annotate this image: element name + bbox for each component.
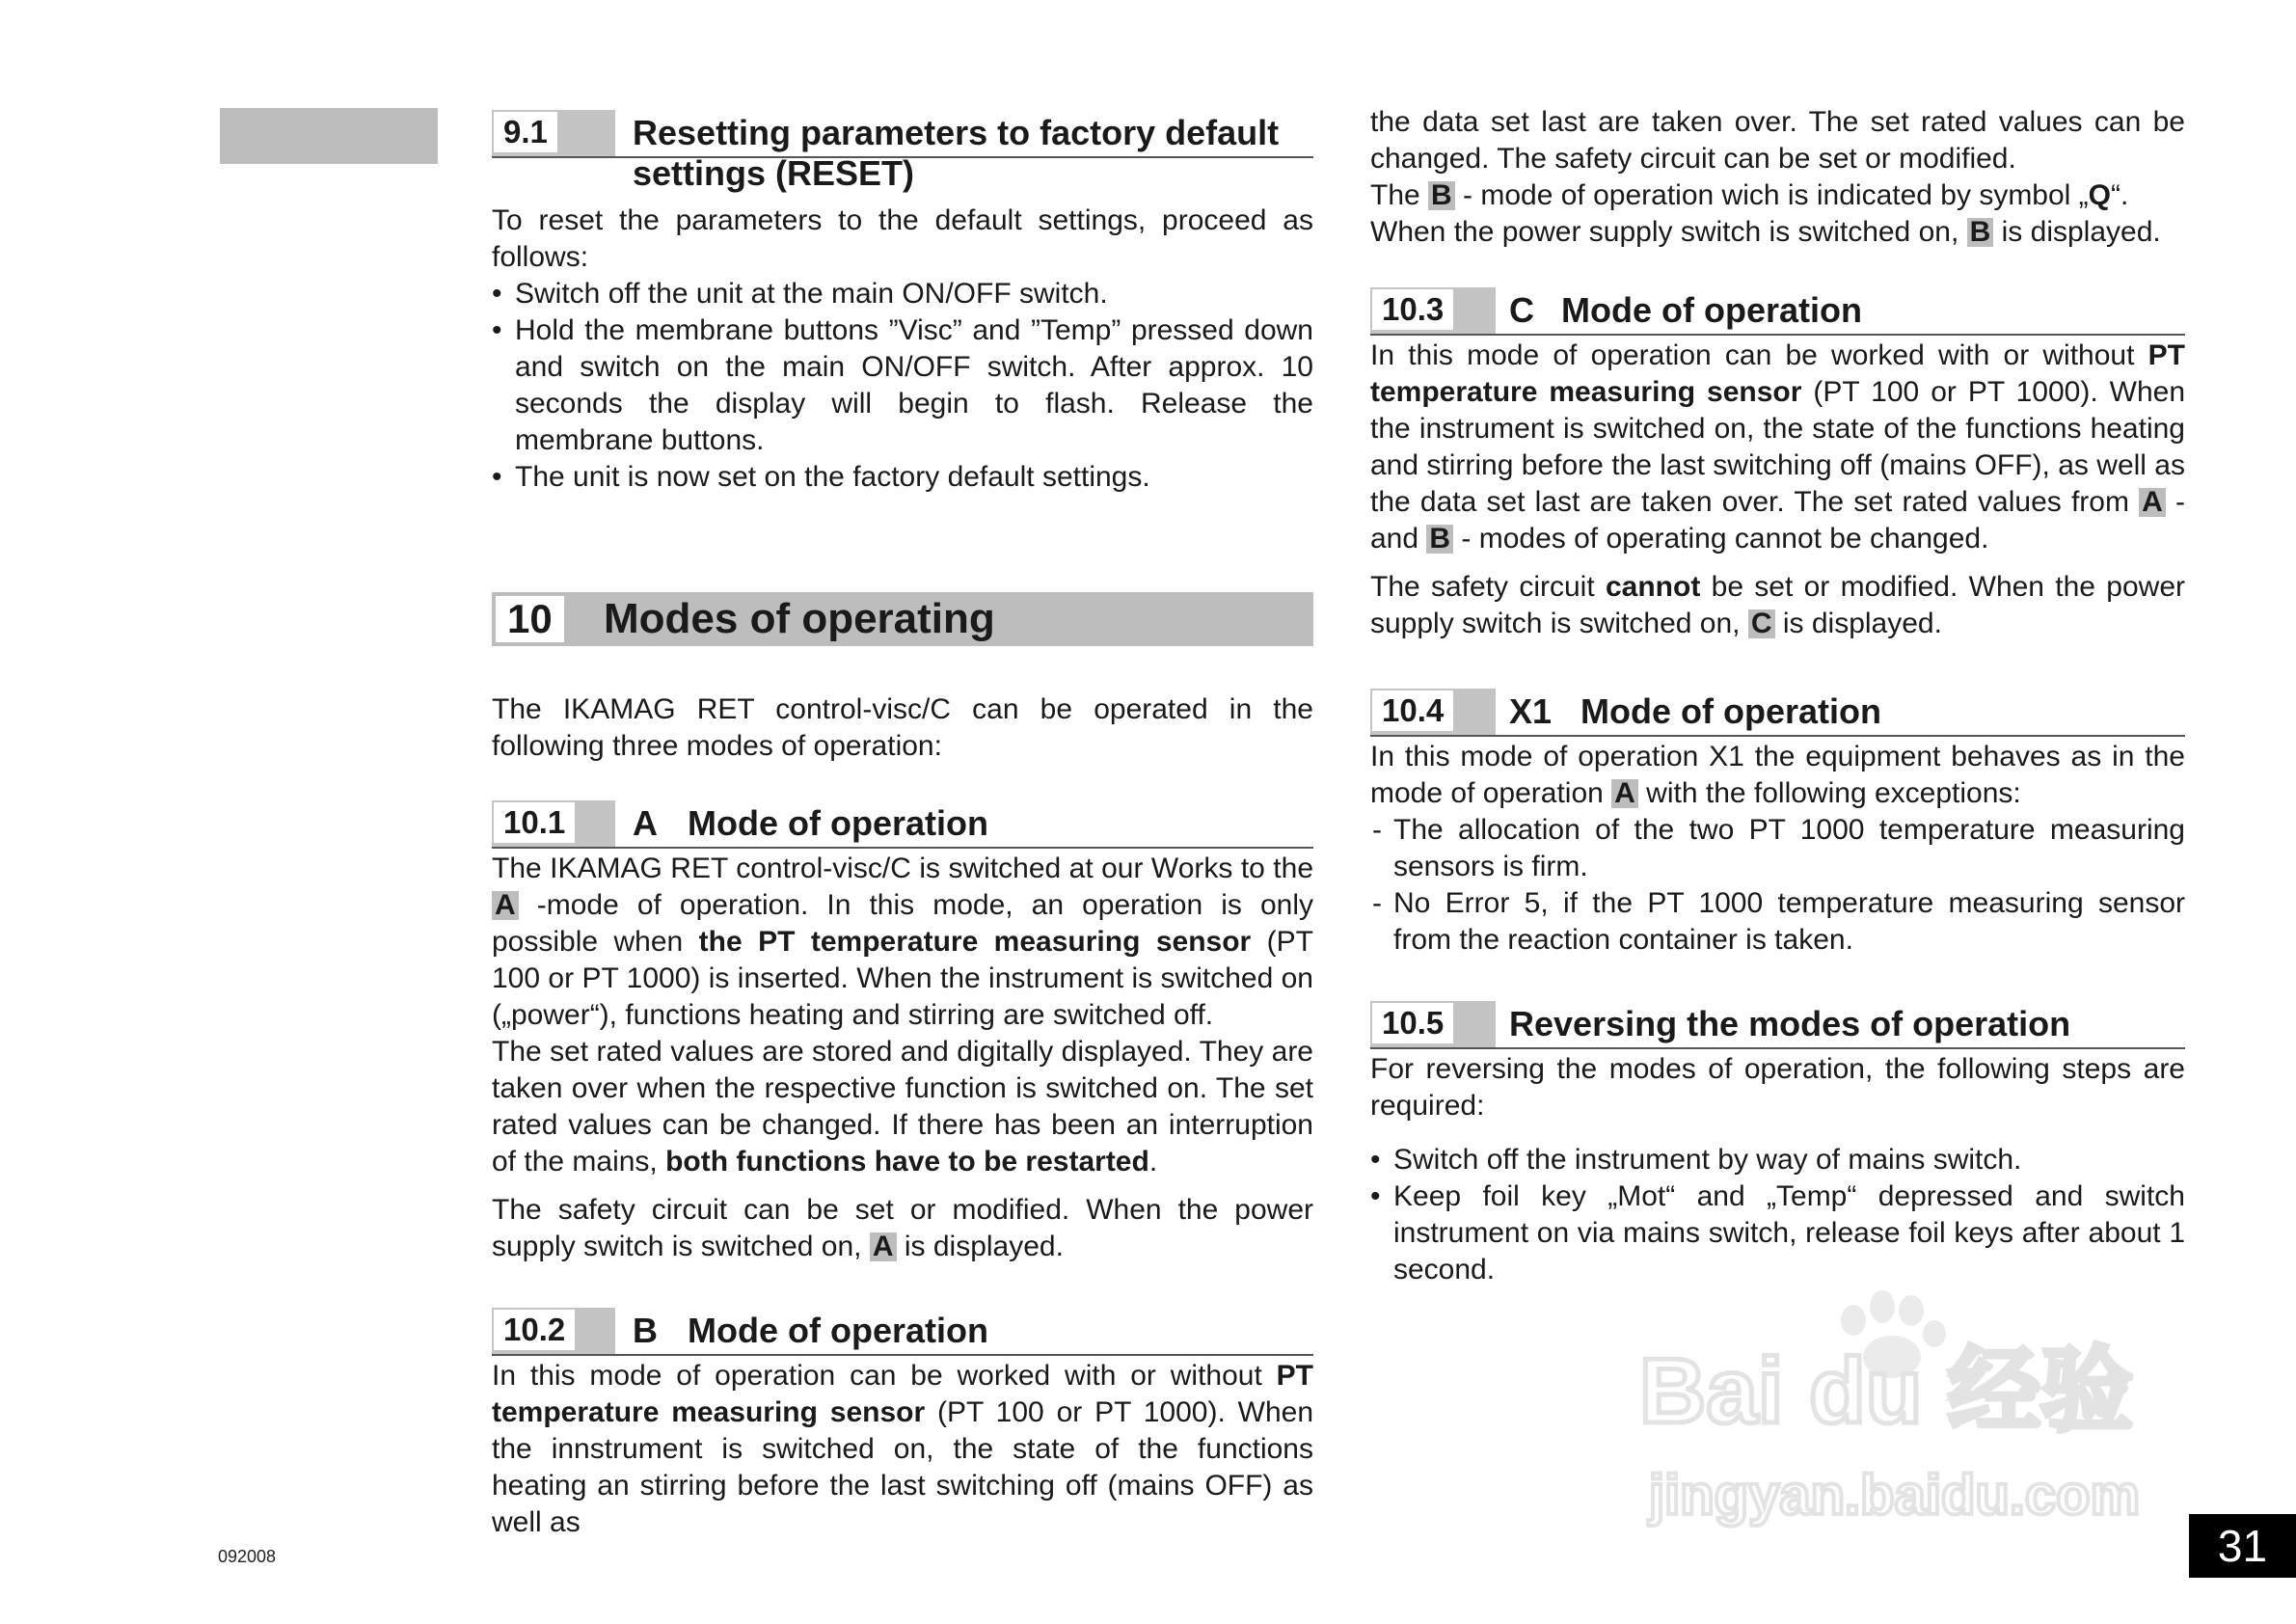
- section-title: Mode of operation: [688, 803, 988, 843]
- bold-text: PT temperature measuring sensor: [492, 1360, 1313, 1428]
- text: - mode of operation wich is indicated by symbol „: [1454, 179, 2089, 211]
- section-title: Mode of operation: [1561, 290, 1862, 330]
- text: In this mode of operation can be worked with or without: [1370, 339, 2148, 371]
- document-code: 092008: [218, 1547, 277, 1566]
- mode-letter: B: [633, 1311, 658, 1350]
- bold-text: the PT temperature measuring sensor: [698, 926, 1252, 958]
- dash-list: [1370, 812, 2185, 959]
- section-10-3: [1370, 287, 2185, 642]
- section-10-2: [492, 1308, 1313, 1541]
- text: -mode of operation. In this mode, an operation is only possible when: [492, 889, 1313, 958]
- mode-key-b: B: [1428, 181, 1455, 210]
- section-number: 10.4: [1372, 690, 1453, 731]
- text: (PT 100 or PT 1000). When the instrument is switched on, the state of the functions heating and stirring before the last switching off (mains OFF), as well as the data set last are taken over. The set rated values from: [1370, 376, 2186, 518]
- list-item: • Hold the membrane buttons ”Visc” and ”Temp” pressed down and switch on the main ON/OFF switch. After approx. 10 seconds the display will begin to flash. Release the membrane buttons.: [492, 312, 1313, 459]
- bold-text: both functions have to be restarted: [665, 1146, 1149, 1177]
- section-title: Mode of operation: [688, 1311, 988, 1350]
- page-number: 31: [2189, 1514, 2296, 1578]
- list-item: • The unit is now set on the factory default settings.: [492, 459, 1313, 496]
- paragraph: [1370, 214, 2185, 251]
- text: is displayed.: [1774, 608, 1942, 639]
- text: .: [1148, 1146, 1158, 1177]
- paragraph: [1370, 739, 2185, 812]
- text: is displayed.: [896, 1231, 1064, 1262]
- text: with the following exceptions:: [1637, 777, 2021, 809]
- watermark-url: jingyan.baidu.com: [1649, 1464, 2141, 1527]
- text: In this mode of operation X1 the equipment behaves as in the mode of operation: [1370, 741, 2185, 809]
- section-10-1-header: [492, 800, 1313, 849]
- paragraph: [492, 1034, 1313, 1180]
- mode-letter: C: [1509, 290, 1534, 330]
- bullet-list: [1370, 1142, 2185, 1288]
- list-item: • Switch off the instrument by way of mains switch.: [1370, 1142, 2185, 1178]
- section-10-2-continued: [1370, 104, 2185, 251]
- section-10-2-header: [492, 1308, 1313, 1356]
- mode-letter: A: [633, 803, 658, 843]
- section-number: 10.3: [1372, 289, 1453, 330]
- section-number: 10.5: [1372, 1003, 1453, 1043]
- section-10-4-header: [1370, 689, 2185, 737]
- text: (PT 100 or PT 1000). When the innstrument is switched on, the state of the functions heating an stirring before the last switching off (mains OFF) as well as: [492, 1396, 1314, 1538]
- paragraph: the data set last are taken over. The set rated values can be changed. The safety circuit can be set or modified.: [1370, 106, 2185, 175]
- text: - modes of operating cannot be changed.: [1453, 523, 1989, 555]
- chapter-intro: The IKAMAG RET control-visc/C can be operated in the following three modes of operation:: [492, 693, 1313, 762]
- text: The: [1370, 179, 1429, 211]
- section-intro: For reversing the modes of operation, the following steps are required:: [1370, 1053, 2185, 1122]
- paragraph: [492, 1192, 1313, 1265]
- mode-key-b: B: [1426, 525, 1453, 554]
- text: (PT 100 or PT 1000) is inserted. When the instrument is switched on („power“), functions heating and stirring are switched off.: [492, 926, 1313, 1031]
- list-item: - The allocation of the two PT 1000 temperature measuring sensors is firm.: [1370, 812, 2185, 885]
- bold-text: cannot: [1605, 571, 1701, 603]
- mode-key-c: C: [1748, 609, 1775, 638]
- paragraph: [492, 1358, 1313, 1541]
- section-number: 9.1: [494, 112, 557, 152]
- paragraph: [1370, 177, 2185, 214]
- list-item: - No Error 5, if the PT 1000 temperature measuring sensor from the reaction container is taken.: [1370, 885, 2185, 959]
- list-item: • Switch off the unit at the main ON/OFF switch.: [492, 276, 1313, 312]
- paragraph: [492, 851, 1313, 1034]
- mode-key-a: A: [492, 891, 519, 920]
- text: The IKAMAG RET control-visc/C is switched at our Works to the: [492, 853, 1313, 884]
- section-10-3-header: [1370, 287, 2185, 336]
- mode-letter: X1: [1509, 691, 1553, 731]
- text: The set rated values are stored and digitally displayed. They are taken over when the respective function is switched on. The set rated values can be changed. If there has been an interruption of the mains,: [492, 1036, 1313, 1177]
- section-10-5: [1370, 1001, 2185, 1288]
- bold-text: PT temperature measuring sensor: [1370, 339, 2185, 408]
- mode-key-a: A: [1611, 779, 1638, 808]
- text: The safety circuit: [1370, 571, 1606, 603]
- section-title: Mode of operation: [1580, 691, 1881, 731]
- paragraph: [1370, 569, 2185, 642]
- baidu-watermark: [1630, 1278, 2170, 1538]
- watermark-brand: Bai du 经验: [1639, 1340, 2134, 1443]
- section-title: Resetting parameters to factory default: [633, 113, 1280, 152]
- mode-symbol: Q: [2088, 179, 2112, 211]
- section-10-5-header: [1370, 1001, 2185, 1049]
- text: The safety circuit can be set or modified. When the power supply switch is switched on,: [492, 1194, 1313, 1262]
- mode-key-b: B: [1967, 218, 1994, 247]
- section-10-4: [1370, 689, 2185, 959]
- text: When the power supply switch is switched on,: [1370, 216, 1967, 248]
- sidebar-tab: [220, 108, 438, 164]
- text: be set or modified. When the power supply switch is switched on,: [1370, 571, 2186, 639]
- chapter-10-header: [492, 592, 1313, 646]
- section-title: Reversing the modes of operation: [1509, 1004, 2071, 1043]
- section-9-1: [492, 110, 1313, 496]
- section-9-1-header: [492, 110, 1313, 158]
- chapter-title: Modes of operating: [604, 595, 995, 642]
- bullet-list: [492, 276, 1313, 496]
- chapter-number: 10: [496, 596, 564, 642]
- section-number: 10.1: [494, 802, 575, 843]
- section-number: 10.2: [494, 1310, 575, 1350]
- text: In this mode of operation can be worked with or without: [492, 1360, 1277, 1392]
- mode-key-a: A: [2139, 488, 2166, 517]
- section-10-1: [492, 800, 1313, 1265]
- section-intro: To reset the parameters to the default settings, proceed as follows:: [492, 204, 1313, 273]
- text: is displayed.: [1993, 216, 2161, 248]
- paragraph: [1370, 338, 2185, 557]
- list-item: • Keep foil key „Mot“ and „Temp“ depressed and switch instrument on via mains switch, release foil keys after about 1 second.: [1370, 1178, 2185, 1288]
- text: -and: [1370, 486, 2186, 555]
- section-title-line2: settings (RESET): [633, 153, 915, 193]
- text: “.: [2111, 179, 2129, 211]
- mode-key-a: A: [870, 1232, 897, 1261]
